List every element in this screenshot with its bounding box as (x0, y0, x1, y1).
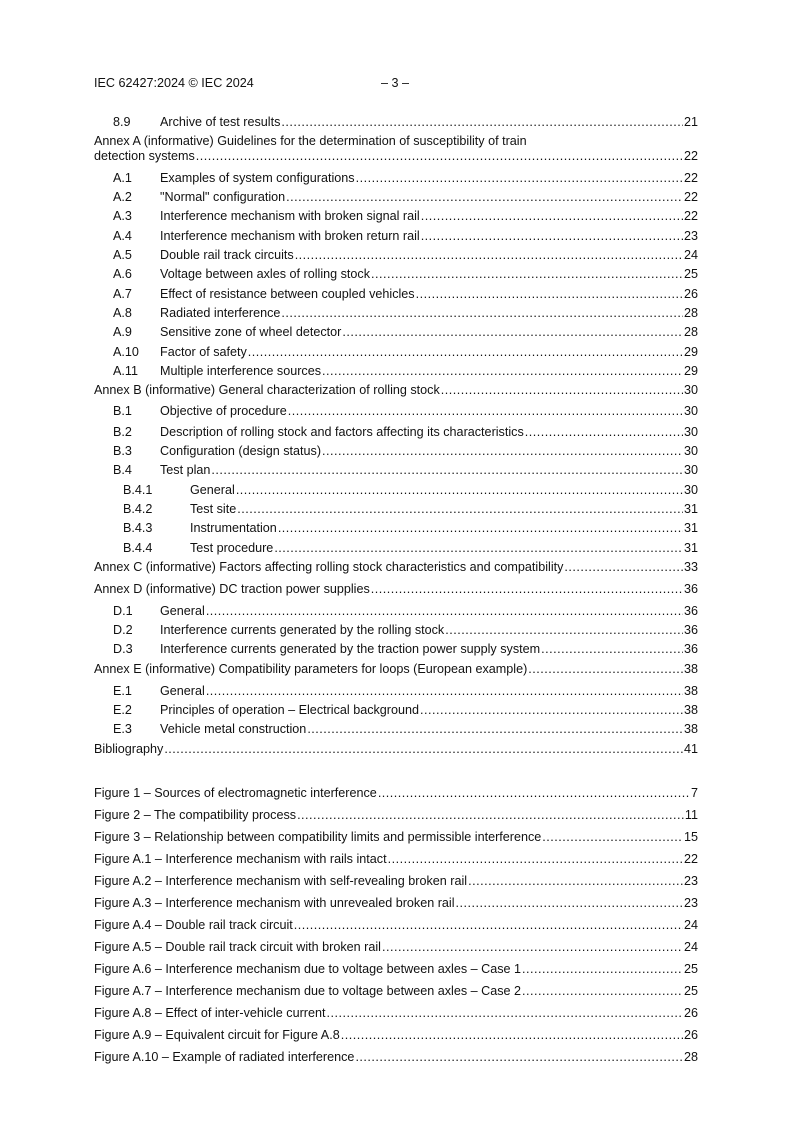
toc-entry[interactable] (94, 403, 698, 419)
dot-leader (541, 641, 683, 657)
entry-page-number: 38 (683, 722, 698, 736)
entry-page-number: 23 (683, 874, 698, 888)
toc-entry[interactable] (94, 641, 698, 657)
figure-entry[interactable] (94, 785, 698, 801)
entry-title: Annex E (informative) Compatibility parameters for loops (European example) (94, 662, 528, 676)
dot-leader (196, 148, 683, 164)
entry-page-number: 41 (683, 742, 698, 756)
entry-number: E.1 (113, 684, 132, 698)
entry-title: Figure A.8 – Effect of inter-vehicle current (94, 1006, 326, 1020)
entry-page-number: 29 (683, 345, 698, 359)
dot-leader (236, 482, 683, 498)
entry-page-number: 26 (683, 1006, 698, 1020)
entry-page-number: 38 (683, 703, 698, 717)
toc-entry[interactable] (94, 208, 698, 224)
toc-entry[interactable] (94, 702, 698, 718)
entry-title: Test plan (160, 463, 211, 477)
entry-number: A.2 (113, 190, 132, 204)
entry-page-number: 25 (683, 984, 698, 998)
figure-entry[interactable] (94, 917, 698, 933)
entry-page-number: 22 (683, 171, 698, 185)
dot-leader (322, 363, 683, 379)
figure-entry[interactable] (94, 1049, 698, 1065)
dot-leader (371, 266, 683, 282)
dot-leader (341, 1027, 683, 1043)
entry-title: Figure A.2 – Interference mechanism with self-revealing broken rail (94, 874, 468, 888)
dot-leader (371, 581, 683, 597)
dot-leader (237, 501, 683, 517)
entry-title: Interference mechanism with broken return rail (160, 229, 420, 243)
entry-number: A.4 (113, 229, 132, 243)
entry-number: A.9 (113, 325, 132, 339)
entry-number: D.3 (113, 642, 133, 656)
entry-page-number: 24 (683, 248, 698, 262)
entry-page-number: 38 (683, 684, 698, 698)
entry-page-number: 26 (683, 1028, 698, 1042)
entry-title: detection systems (94, 149, 195, 163)
entry-number: A.11 (113, 364, 138, 378)
entry-number: A.10 (113, 345, 139, 359)
entry-title: Configuration (design status) (160, 444, 322, 458)
entry-number: 8.9 (113, 115, 131, 129)
entry-title: Figure A.3 – Interference mechanism with unrevealed broken rail (94, 896, 455, 910)
entry-page-number: 28 (683, 325, 698, 339)
dot-leader (378, 785, 690, 801)
entry-title: Annex D (informative) DC traction power supplies (94, 582, 370, 596)
entry-title: Instrumentation (190, 521, 277, 535)
dot-leader (522, 961, 683, 977)
toc-entry[interactable] (94, 247, 698, 263)
dot-leader (522, 983, 683, 999)
entry-page-number: 23 (683, 229, 698, 243)
dot-leader (382, 939, 683, 955)
entry-number: A.5 (113, 248, 132, 262)
toc-annex-entry[interactable] (94, 581, 698, 597)
entry-title: Examples of system configurations (160, 171, 355, 185)
entry-number: A.6 (113, 267, 132, 281)
entry-title: General (160, 604, 205, 618)
entry-title: Bibliography (94, 742, 164, 756)
entry-number: B.3 (113, 444, 132, 458)
dot-leader (286, 189, 683, 205)
entry-title: Principles of operation – Electrical background (160, 703, 420, 717)
figure-entry[interactable] (94, 807, 698, 823)
figure-entry[interactable] (94, 983, 698, 999)
entry-page-number: 7 (690, 786, 698, 800)
entry-page-number: 31 (683, 541, 698, 555)
entry-page-number: 22 (683, 852, 698, 866)
entry-page-number: 30 (683, 463, 698, 477)
toc-entry[interactable] (94, 721, 698, 737)
entry-title: Description of rolling stock and factors affecting its characteristics (160, 425, 524, 439)
entry-page-number: 31 (683, 502, 698, 516)
figure-entry[interactable] (94, 873, 698, 889)
entry-title: "Normal" configuration (160, 190, 286, 204)
entry-page-number: 36 (683, 642, 698, 656)
dot-leader (248, 344, 683, 360)
dot-leader (388, 851, 683, 867)
toc-entry[interactable] (94, 482, 698, 498)
entry-page-number: 11 (684, 808, 698, 822)
dot-leader (211, 462, 683, 478)
entry-page-number: 28 (683, 306, 698, 320)
entry-page-number: 24 (683, 940, 698, 954)
toc-entry[interactable] (94, 462, 698, 478)
entry-title: Figure 3 – Relationship between compatibility limits and permissible interference (94, 830, 542, 844)
toc-annex-entry[interactable] (94, 148, 698, 164)
toc-entry[interactable] (94, 305, 698, 321)
entry-page-number: 29 (683, 364, 698, 378)
entry-title: Annex C (informative) Factors affecting rolling stock characteristics and compatibility (94, 560, 564, 574)
dot-leader (307, 721, 683, 737)
entry-title: General (160, 684, 205, 698)
dot-leader (342, 324, 683, 340)
toc-annex-entry[interactable] (94, 661, 698, 677)
toc-entry[interactable] (94, 501, 698, 517)
entry-page-number: 25 (683, 267, 698, 281)
dot-leader (295, 247, 683, 263)
entry-page-number: 33 (683, 560, 698, 574)
entry-page-number: 26 (683, 287, 698, 301)
figure-entry[interactable] (94, 895, 698, 911)
entry-number: D.2 (113, 623, 133, 637)
dot-leader (206, 683, 683, 699)
entry-number: A.8 (113, 306, 132, 320)
entry-title: Figure A.10 – Example of radiated interference (94, 1050, 355, 1064)
entry-title: Figure A.7 – Interference mechanism due to voltage between axles – Case 2 (94, 984, 522, 998)
entry-page-number: 30 (683, 425, 698, 439)
figure-entry[interactable] (94, 1027, 698, 1043)
entry-number: B.4 (113, 463, 132, 477)
dot-leader (297, 807, 684, 823)
entry-title: Sensitive zone of wheel detector (160, 325, 342, 339)
figure-entry[interactable] (94, 829, 698, 845)
dot-leader (278, 520, 683, 536)
dot-leader (528, 661, 683, 677)
dot-leader (456, 895, 683, 911)
entry-title: Annex B (informative) General characterization of rolling stock (94, 383, 440, 397)
entry-number: A.1 (113, 171, 132, 185)
entry-page-number: 38 (683, 662, 698, 676)
dot-leader (421, 208, 683, 224)
entry-page-number: 30 (683, 383, 698, 397)
entry-page-number: 25 (683, 962, 698, 976)
entry-title: Figure A.4 – Double rail track circuit (94, 918, 293, 932)
toc-annex-entry[interactable] (94, 559, 698, 575)
header-page-number: – 3 – (381, 76, 410, 90)
entry-title: Interference currents generated by the rolling stock (160, 623, 445, 637)
entry-number: A.7 (113, 287, 132, 301)
dot-leader (420, 702, 683, 718)
entry-number: D.1 (113, 604, 133, 618)
entry-number: E.3 (113, 722, 132, 736)
figure-entry[interactable] (94, 961, 698, 977)
toc-entry[interactable] (94, 114, 698, 130)
dot-leader (421, 228, 683, 244)
entry-title-line1: Annex A (informative) Guidelines for the determination of susceptibility of train (94, 134, 527, 148)
entry-number: B.4.3 (123, 521, 153, 535)
toc-annex-entry[interactable] (94, 741, 698, 757)
header-document-id: IEC 62427:2024 © IEC 2024 (94, 76, 254, 90)
dot-leader (525, 424, 683, 440)
entry-number: B.4.1 (123, 483, 153, 497)
toc-entry[interactable] (94, 443, 698, 459)
entry-page-number: 30 (683, 483, 698, 497)
entry-title: Figure 2 – The compatibility process (94, 808, 297, 822)
entry-number: B.1 (113, 404, 132, 418)
entry-title: Vehicle metal construction (160, 722, 307, 736)
entry-page-number: 30 (683, 404, 698, 418)
dot-leader (468, 873, 683, 889)
entry-number: A.3 (113, 209, 132, 223)
entry-page-number: 30 (683, 444, 698, 458)
entry-number: E.2 (113, 703, 132, 717)
entry-page-number: 21 (683, 115, 698, 129)
entry-title: Voltage between axles of rolling stock (160, 267, 371, 281)
entry-title: Effect of resistance between coupled vehicles (160, 287, 415, 301)
toc-entry[interactable] (94, 266, 698, 282)
dot-leader (164, 741, 683, 757)
dot-leader (355, 1049, 683, 1065)
toc-entry[interactable] (94, 324, 698, 340)
toc-entry[interactable] (94, 424, 698, 440)
dot-leader (441, 382, 683, 398)
dot-leader (206, 603, 683, 619)
entry-title: Radiated interference (160, 306, 281, 320)
entry-title: Figure A.9 – Equivalent circuit for Figure A.8 (94, 1028, 340, 1042)
entry-title: Double rail track circuits (160, 248, 294, 262)
entry-page-number: 22 (683, 190, 698, 204)
dot-leader (281, 305, 683, 321)
entry-title: Multiple interference sources (160, 364, 321, 378)
toc-entry[interactable] (94, 520, 698, 536)
dot-leader (288, 403, 683, 419)
toc-entry[interactable] (94, 363, 698, 379)
toc-entry[interactable] (94, 286, 698, 302)
figure-entry[interactable] (94, 851, 698, 867)
entry-title: Figure A.5 – Double rail track circuit with broken rail (94, 940, 381, 954)
toc-entry[interactable] (94, 540, 698, 556)
figure-entry[interactable] (94, 1005, 698, 1021)
entry-title: Factor of safety (160, 345, 247, 359)
dot-leader (322, 443, 683, 459)
entry-title: Test procedure (190, 541, 274, 555)
toc-entry[interactable] (94, 344, 698, 360)
entry-title: Test site (190, 502, 237, 516)
dot-leader (326, 1005, 683, 1021)
entry-title: Figure A.6 – Interference mechanism due to voltage between axles – Case 1 (94, 962, 522, 976)
entry-page-number: 23 (683, 896, 698, 910)
figure-entry[interactable] (94, 939, 698, 955)
entry-page-number: 31 (683, 521, 698, 535)
toc-entry[interactable] (94, 170, 698, 186)
dot-leader (356, 170, 683, 186)
toc-entry[interactable] (94, 189, 698, 205)
entry-page-number: 22 (683, 209, 698, 223)
entry-title: General (190, 483, 235, 497)
toc-entry[interactable] (94, 683, 698, 699)
entry-number: B.4.4 (123, 541, 153, 555)
dot-leader (416, 286, 683, 302)
dot-leader (445, 622, 683, 638)
entry-page-number: 24 (683, 918, 698, 932)
toc-entry[interactable] (94, 622, 698, 638)
entry-title: Figure 1 – Sources of electromagnetic interference (94, 786, 377, 800)
entry-title: Interference mechanism with broken signal rail (160, 209, 420, 223)
entry-title: Figure A.1 – Interference mechanism with rails intact (94, 852, 387, 866)
dot-leader (542, 829, 683, 845)
entry-page-number: 28 (683, 1050, 698, 1064)
toc-entry[interactable] (94, 603, 698, 619)
dot-leader (294, 917, 683, 933)
entry-title: Archive of test results (160, 115, 281, 129)
entry-page-number: 15 (683, 830, 698, 844)
dot-leader (281, 114, 683, 130)
entry-number: B.4.2 (123, 502, 153, 516)
toc-entry[interactable] (94, 228, 698, 244)
entry-title: Interference currents generated by the traction power supply system (160, 642, 541, 656)
entry-page-number: 36 (683, 604, 698, 618)
dot-leader (274, 540, 683, 556)
entry-page-number: 22 (683, 149, 698, 163)
entry-title: Objective of procedure (160, 404, 287, 418)
toc-annex-entry[interactable] (94, 382, 698, 398)
entry-page-number: 36 (683, 582, 698, 596)
dot-leader (564, 559, 683, 575)
entry-page-number: 36 (683, 623, 698, 637)
entry-number: B.2 (113, 425, 132, 439)
